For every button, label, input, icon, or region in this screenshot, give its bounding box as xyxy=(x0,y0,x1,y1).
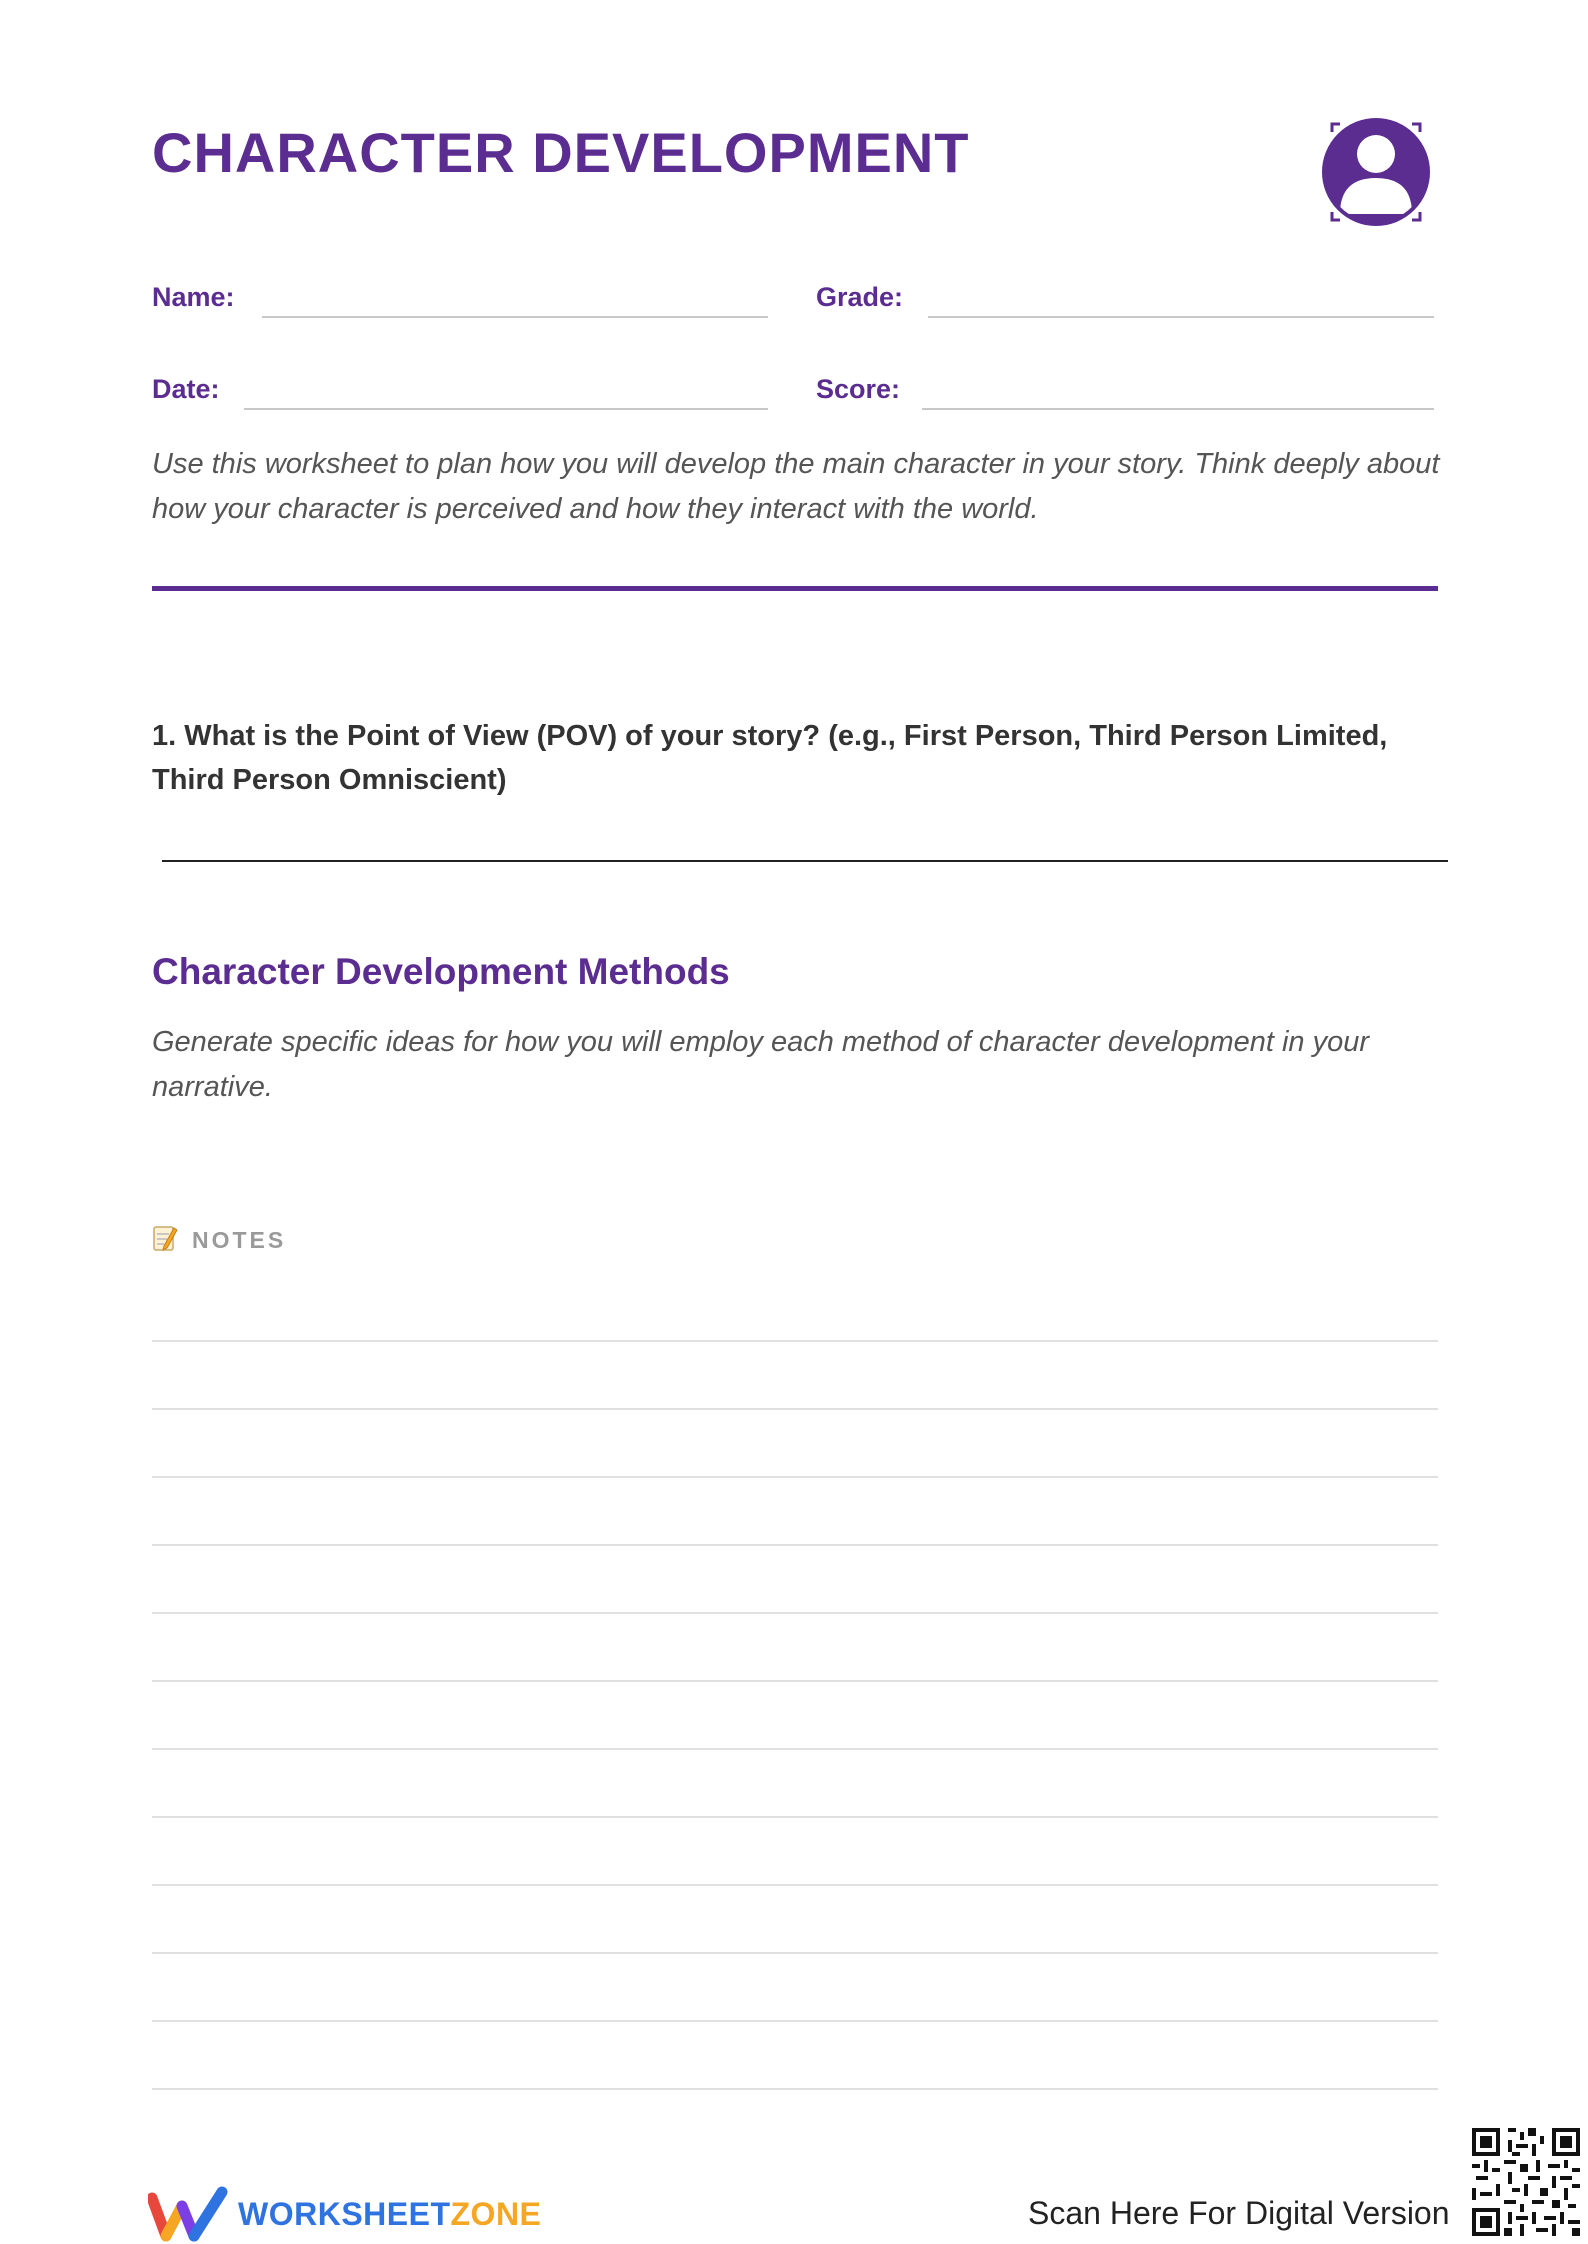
brand-logo xyxy=(148,2186,541,2242)
section-title: Character Development Methods xyxy=(152,951,730,992)
brand-part-1: WORKSHEET xyxy=(238,2196,451,2232)
note-line[interactable] xyxy=(152,1680,1438,1682)
note-line[interactable] xyxy=(152,1952,1438,1954)
question-number: 1. xyxy=(152,720,177,752)
brand-part-2: ZONE xyxy=(450,2196,542,2232)
notes-label: NOTES xyxy=(192,1227,287,1253)
note-line[interactable] xyxy=(152,1544,1438,1546)
note-line[interactable] xyxy=(152,1340,1438,1342)
note-line[interactable] xyxy=(152,1884,1438,1886)
name-label: Name: xyxy=(152,282,235,312)
grade-field[interactable] xyxy=(928,316,1434,318)
note-line[interactable] xyxy=(152,2088,1438,2090)
page-title: CHARACTER DEVELOPMENT xyxy=(152,121,970,184)
worksheetzone-logo-icon xyxy=(148,2186,228,2242)
score-field[interactable] xyxy=(922,408,1434,410)
qr-code-icon[interactable] xyxy=(1472,2128,1580,2236)
score-label: Score: xyxy=(816,374,901,404)
notes-header xyxy=(152,1224,286,1256)
note-line[interactable] xyxy=(152,1476,1438,1478)
intro-text: Use this worksheet to plan how you will develop the main character in your story. Think deeply about how your character is perceived and how they interact with the world. xyxy=(152,448,1440,525)
brand-name xyxy=(238,2194,541,2234)
grade-label: Grade: xyxy=(816,282,904,312)
user-avatar-icon xyxy=(1320,116,1432,228)
section-divider xyxy=(152,586,1438,591)
memo-icon xyxy=(152,1224,178,1257)
note-line[interactable] xyxy=(152,1408,1438,1410)
answer-line[interactable] xyxy=(162,860,1448,862)
section-description: Generate specific ideas for how you will employ each method of character development in your narrative. xyxy=(152,1026,1370,1103)
question-text: What is the Point of View (POV) of your story? (e.g., First Person, Third Person Limited, Third Person Omniscient) xyxy=(152,720,1388,796)
date-field[interactable] xyxy=(244,408,768,410)
note-line[interactable] xyxy=(152,2020,1438,2022)
date-label: Date: xyxy=(152,374,220,404)
name-field[interactable] xyxy=(262,316,768,318)
note-line[interactable] xyxy=(152,1612,1438,1614)
note-line[interactable] xyxy=(152,1816,1438,1818)
scan-text: Scan Here For Digital Version xyxy=(1028,2195,1450,2231)
question-1 xyxy=(152,714,1452,802)
note-line[interactable] xyxy=(152,1748,1438,1750)
